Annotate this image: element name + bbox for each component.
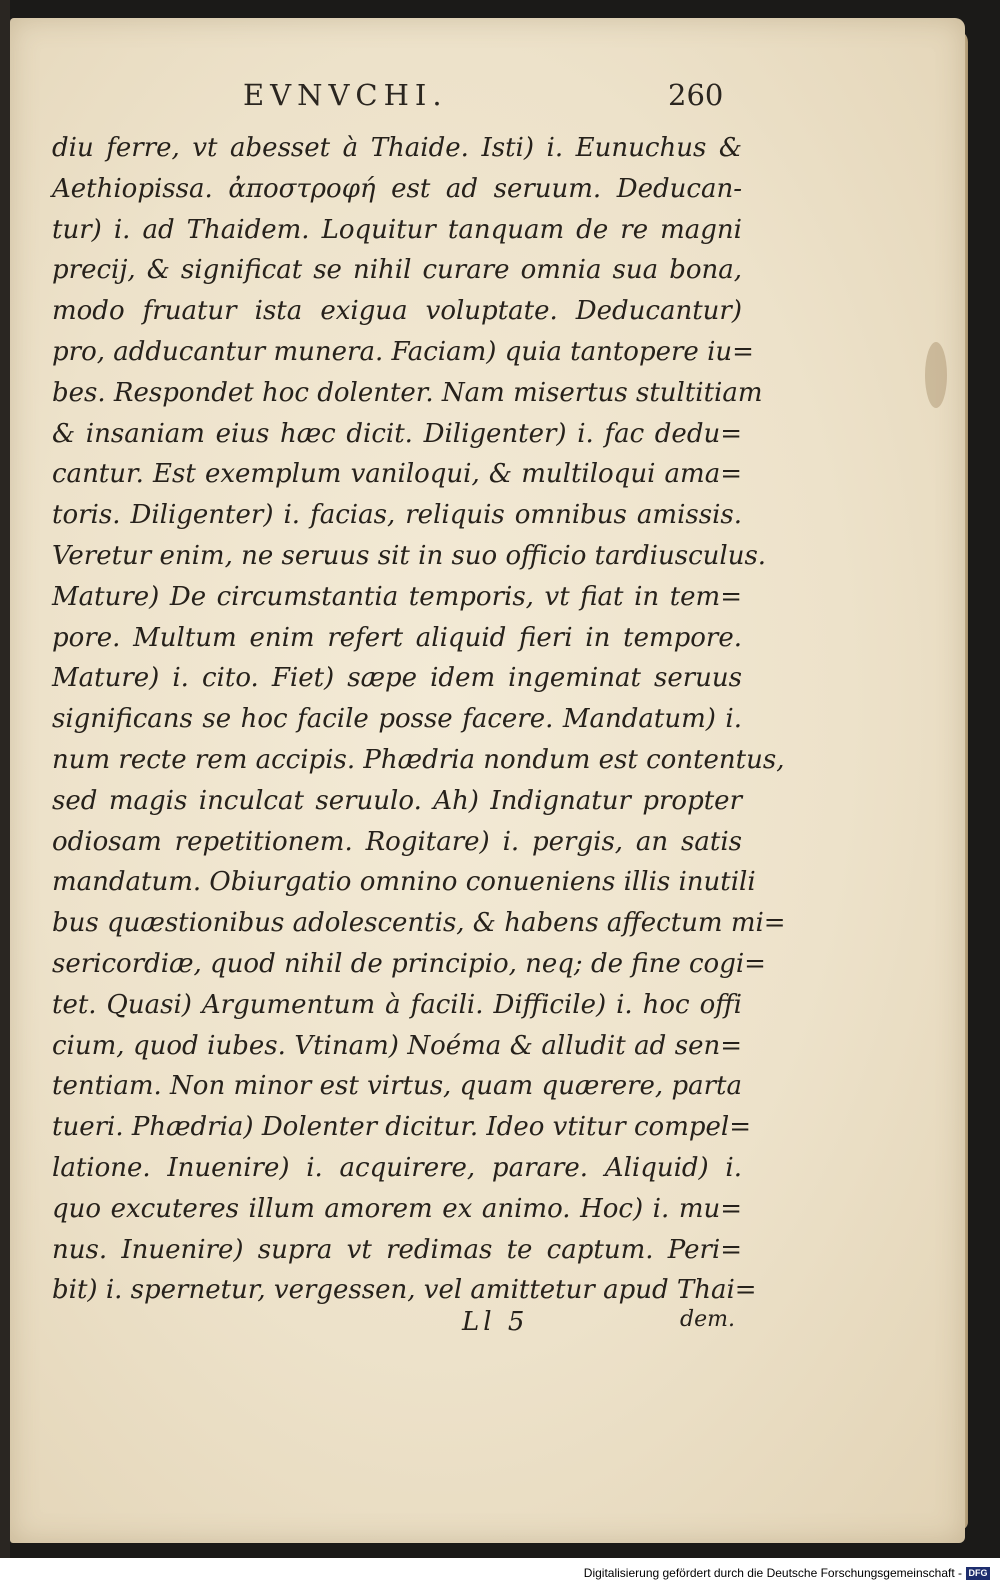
paper-stain <box>925 342 947 408</box>
signature-mark: Ll 5 <box>462 1307 529 1337</box>
text-line: bit) i. spernetur, vergessen, vel amittetur apud Thai= <box>52 1275 757 1306</box>
text-line: tueri. Phædria) Dolenter dicitur. Ideo vtitur compel= <box>52 1112 751 1143</box>
text-line: nus. Inuenire) supra vt redimas te captum. Peri= <box>52 1234 742 1265</box>
text-line: pro, adducantur munera. Faciam) quia tantopere iu= <box>52 336 754 367</box>
running-head <box>0 78 1000 118</box>
text-line: tur) i. ad Thaidem. Loquitur tanquam de re magni <box>52 214 742 245</box>
binding-edge <box>0 0 10 1558</box>
text-line: Mature) i. cito. Fiet) sæpe idem ingeminat seruus <box>52 663 742 694</box>
catchword: dem. <box>680 1307 735 1332</box>
text-line: bus quæstionibus adolescentis, & habens affectum mi= <box>52 908 786 939</box>
text-line: odiosam repetitionem. Rogitare) i. pergis, an satis <box>52 826 742 857</box>
text-line: pore. Multum enim refert aliquid fieri in tempore. <box>52 622 742 653</box>
text-line: tentiam. Non minor est virtus, quam quærere, parta <box>52 1071 742 1102</box>
text-line: cium, quod iubes. Vtinam) Noéma & alludit ad sen= <box>52 1030 742 1061</box>
text-line: Aethiopissa. ἀποστροφή est ad seruum. Deducan- <box>52 173 742 204</box>
text-line: tet. Quasi) Argumentum à facili. Difficile) i. hoc offi <box>52 989 742 1020</box>
text-line: sericordiæ, quod nihil de principio, neq; de fine cogi= <box>52 948 766 979</box>
text-line: significans se hoc facile posse facere. Mandatum) i. <box>52 704 742 735</box>
text-line: cantur. Est exemplum vaniloqui, & multiloqui ama= <box>52 459 742 490</box>
text-line: Veretur enim, ne seruus sit in suo officio tardiusculus. <box>52 540 767 571</box>
page-number: 260 <box>668 78 724 112</box>
running-head-title: EVNVCHI. <box>243 78 448 112</box>
text-line: mandatum. Obiurgatio omnino conueniens illis inutili <box>52 867 756 898</box>
dfg-logo-icon: DFG <box>966 1567 990 1580</box>
text-line: num recte rem accipis. Phædria nondum est contentus, <box>52 744 785 775</box>
text-line: latione. Inuenire) i. acquirere, parare. Aliquid) i. <box>52 1152 742 1183</box>
funding-credit-text: Digitalisierung gefördert durch die Deutsche Forschungsgemeinschaft - <box>583 1566 962 1580</box>
text-line: bes. Respondet hoc dolenter. Nam misertus stultitiam <box>52 377 763 408</box>
text-line: sed magis inculcat seruulo. Ah) Indignatur propter <box>52 785 742 816</box>
commentary-text <box>52 128 786 1311</box>
text-line: diu ferre, vt abesset à Thaide. Isti) i. Eunuchus & <box>52 133 742 163</box>
text-line: toris. Diligenter) i. facias, reliquis omnibus amissis. <box>52 500 742 531</box>
funding-credit <box>584 1566 990 1580</box>
text-line: quo excuteres illum amorem ex animo. Hoc) i. mu= <box>52 1193 742 1224</box>
text-line: precij, & significat se nihil curare omnia sua bona, <box>52 255 742 286</box>
text-line: & insaniam eius hæc dicit. Diligenter) i. fac dedu= <box>52 418 742 449</box>
text-line: modo fruatur ista exigua voluptate. Deducantur) <box>52 296 742 327</box>
text-line: Mature) De circumstantia temporis, vt fiat in tem= <box>52 581 742 612</box>
